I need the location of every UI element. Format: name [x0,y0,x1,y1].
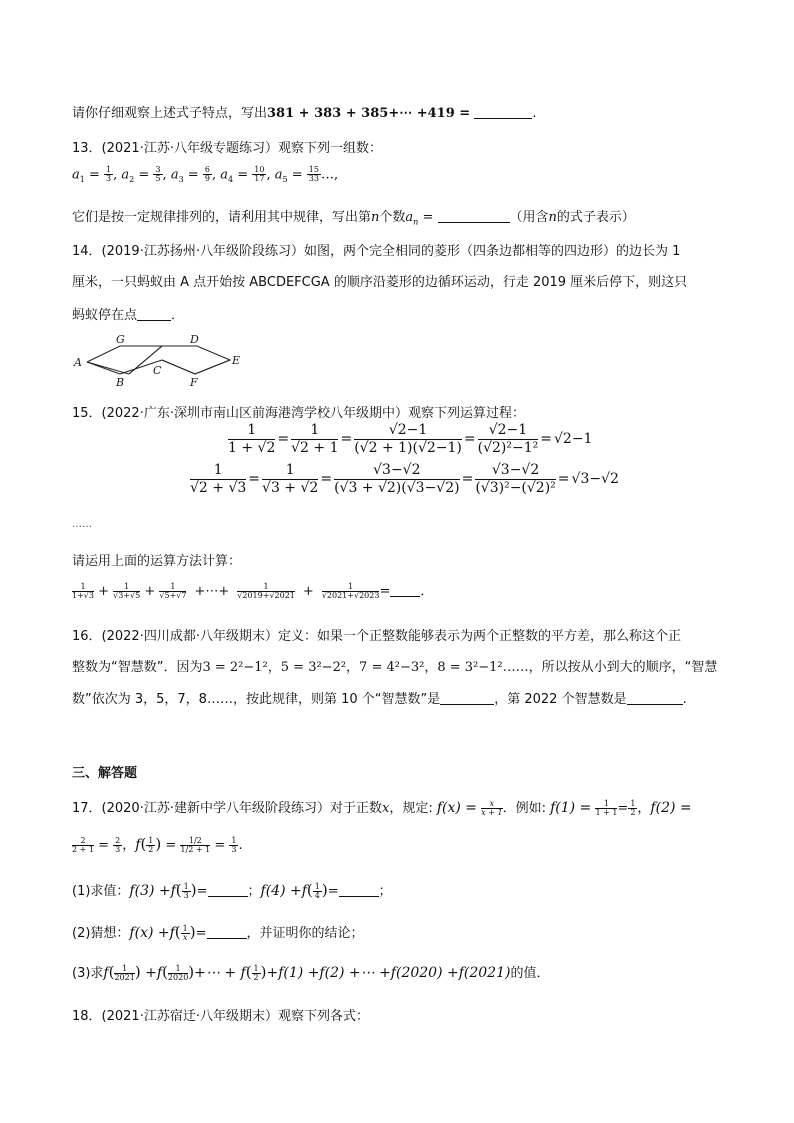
q15-equation-2: $\frac{1}{√2 + √3}$ = $\frac{1}{√3 + √2}$ = $\frac{√3-√2}{(√3 + √2)(√3-√2)}$ = $\frac{√3-√2}{\text{(√3)²−(√2)²}}$ = √3−√2 [190,462,619,496]
intro-text: 请你仔细观察上述式子特点，写出 [72,106,268,121]
q15-answer-blank[interactable] [390,584,420,597]
left-rhombus [87,346,162,374]
q14-line1: 14．(2019·江苏扬州·八年级阶段练习）如图，两个完全相同的菱形（四条边都相等的四边形）的边长为 1 [72,244,681,259]
intro-expr: 381 + 383 + 385+⋯ +419 = [267,106,471,121]
q18-line1: 18．(2021·江苏宿迁·八年级期末）观察下列各式： [72,1009,369,1024]
q17-part3: (3)求f( $\frac{1}{2021}$ ) +f( $\frac{1}{2020}$ )+⋯ + f( $\frac{1}{2}$ )+f(1) +f(2) +⋯ +f(2020) +f(2021)的值． [72,963,550,982]
q15-line1: 15．(2022·广东·深圳市南山区前海港湾学校八年级期中）观察下列运算过程： [72,406,525,421]
q13-term-5: $\frac{15}{33}$ [308,165,319,184]
right-rhombus-part [129,346,230,374]
q16-line3: 数”依次为 3，5，7，8……，按此规律，则第 10 个“智慧数”是 ，第 2022 个智慧数是 . [72,692,687,707]
q17-part1: (1)求值：f(3) +f( $\frac{1}{3}$ )= ；f(4) +f( $\frac{1}{4}$ )= ； [72,881,392,900]
q13-term-2: $\frac{3}{5}$ [155,165,161,184]
rhombus-figure [70,330,250,390]
q17-blank-3[interactable] [207,926,247,939]
q14-answer-blank[interactable] [137,308,171,321]
answer-blank[interactable] [474,106,532,119]
q13-term-1: $\frac{1}{3}$ [106,165,112,184]
q15-sum: $\frac{1}{1+√3}$ + $\frac{1}{√3+√5}$ + $\frac{1}{√5+√7}$ +⋯+ $\frac{1}{√2019+√2021}$ + $\frac{1}{√2021+√2023}$ = ． [72,581,434,600]
q17-blank-2[interactable] [339,884,379,897]
q17-blank-1[interactable] [208,884,248,897]
q13-answer-blank[interactable] [438,210,510,223]
label-E: E [232,354,241,367]
q16-line2: 整数为“智慧数”．因为3 = 2²−1²，5 = 3²−2²，7 = 4²−3²，8 = 3²−1²……，所以按从小到大的顺序，“智慧 [72,660,718,675]
q17-part2: (2)猜想：f(x) +f( $\frac{1}{x}$ )= ，并证明你的结论； [72,923,364,942]
q15-dots: …… [72,519,92,530]
q15-equation-1: $\frac{1}{1 + √2}$ = $\frac{1}{√2 + 1}$ = $\frac{√2-1}{(√2 + 1)(√2-1)}$ = $\frac{√2-1}{\text{(√2)²−1²}}$ = √2−1 [228,422,593,456]
q15-line2: 请运用上面的运算方法计算： [72,554,242,569]
label-F: F [190,376,198,389]
q13-term-3: $\frac{6}{9}$ [204,165,210,184]
q17-line2: $\frac{2}{2 + 1}$ = $\frac{2}{3}$ ，f( $\frac{1}{2}$ ) = $\frac{1/2}{1/2 + 1}$ = $\frac{1}{3}$ . [72,835,243,854]
section-title: 三、解答题 [72,766,138,781]
q13-label: 13．(2021·江苏·八年级专题练习）观察下列一组数： [72,141,382,156]
q13-term-4: $\frac{10}{17}$ [254,165,265,184]
label-G: G [116,333,125,346]
intro-line [72,102,536,121]
q16-line1: 16．(2022·四川成都·八年级期末）定义：如果一个正整数能够表示为两个正整数的平方差，那么称这个正 [72,629,681,644]
q13-sequence: $a_1$ = $\frac{1}{3}$ , $a_2$ = $\frac{3}{5}$ , $a_3$ = $\frac{6}{9}$ , $a_4$ = $\frac{10}{17}$ , $a_5$ = $\frac{15}{33}$ …, [72,165,339,184]
q17-line1: 17．(2020·江苏·建新中学八年级阶段练习）对于正数x，规定: f(x) = $\frac{x}{x + 1}$ ．例如: f(1) = $\frac{1}{1 + 1}$ = $\frac{1}{2}$ ，f(2) = [72,798,692,817]
q14-line3: 蚂蚁停在点 ． [72,308,185,323]
label-A: A [74,356,82,369]
label-B: B [116,376,125,389]
q16-answer-blank-2[interactable] [627,692,683,705]
q14-line2: 厘米，一只蚂蚁由 A 点开始按 ABCDEFCGA 的顺序沿菱形的边循环运动，行走 2019 厘米后停下，则这只 [72,275,688,290]
label-C: C [153,364,162,377]
label-D: D [190,333,199,346]
intro-end: . [532,106,537,121]
q13-line2: 它们是按一定规律排列的，请利用其中规律，写出第n个数$a_n$ = （用含n的式子表示） [72,210,635,227]
q16-answer-blank-1[interactable] [440,692,494,705]
